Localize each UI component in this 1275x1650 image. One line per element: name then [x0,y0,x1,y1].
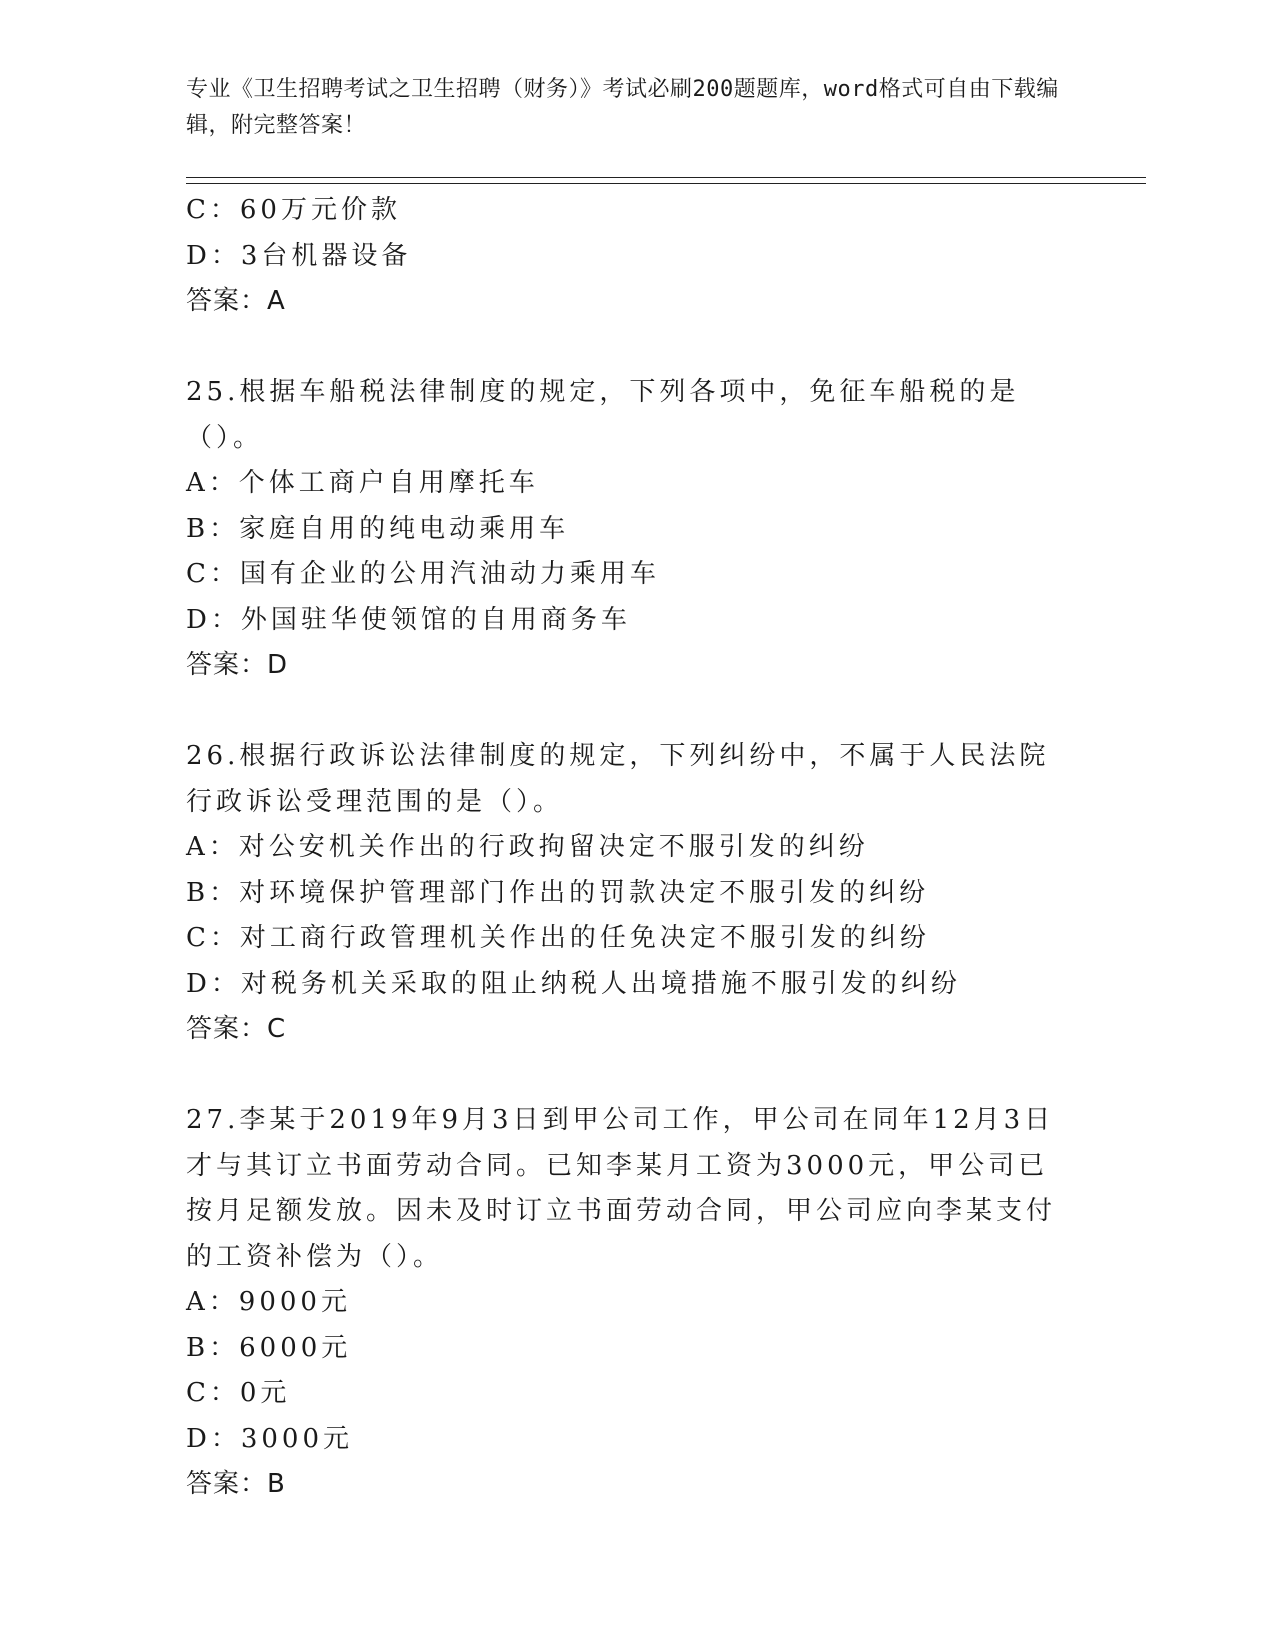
question-text: 26.根据行政诉讼法律制度的规定，下列纠纷中，不属于人民法院行政诉讼受理范围的是（）。 [186,741,1050,817]
option-c: C：对工商行政管理机关作出的任免决定不服引发的纠纷 [186,923,930,953]
question-text: 27.李某于2019年9月3日到甲公司工作，甲公司在同年12月3日才与其订立书面劳动合同。已知李某月工资为3000元，甲公司已按月足额发放。因未及时订立书面劳动合同，甲公司应向李某支付的工资补偿为（）。 [186,1105,1057,1272]
spacer [186,689,1086,735]
option-a: A：对公安机关作出的行政拘留决定不服引发的纠纷 [186,832,869,862]
question-text: 25.根据车船税法律制度的规定，下列各项中，免征车船税的是（）。 [186,377,1020,453]
header-divider-bottom [186,183,1146,184]
option-c: C：国有企业的公用汽油动力乘用车 [186,559,660,589]
option-b: B：家庭自用的纯电动乘用车 [186,513,570,544]
question-27 [186,1098,1086,1508]
option-b: B：6000元 [186,1332,352,1363]
spacer [186,325,1086,371]
answer-line: 答案：B [186,1469,286,1499]
option-d: D：外国驻华使领馆的自用商务车 [186,604,631,635]
question-list [186,188,1086,1508]
spacer [186,1053,1086,1099]
option-d: D：3台机器设备 [186,240,412,271]
option-d: D：3000元 [186,1423,354,1454]
answer-line: 答案：C [186,1014,287,1044]
question-25 [186,370,1086,689]
option-d: D：对税务机关采取的阻止纳税人出境措施不服引发的纠纷 [186,968,961,999]
option-a: A：个体工商户自用摩托车 [186,468,539,498]
prev-question-block [186,188,1086,325]
option-b: B：对环境保护管理部门作出的罚款决定不服引发的纠纷 [186,877,930,908]
answer-line: 答案：D [186,650,289,680]
question-26 [186,734,1086,1053]
option-c: C：0元 [186,1378,291,1408]
header-divider-top [186,177,1146,178]
option-a: A：9000元 [186,1287,351,1317]
option-c: C：60万元价款 [186,195,401,225]
answer-line: 答案：A [186,286,286,316]
document-header: 专业《卫生招聘考试之卫生招聘（财务）》考试必刷200题题库，word格式可自由下载编辑，附完整答案！ [186,77,1059,138]
